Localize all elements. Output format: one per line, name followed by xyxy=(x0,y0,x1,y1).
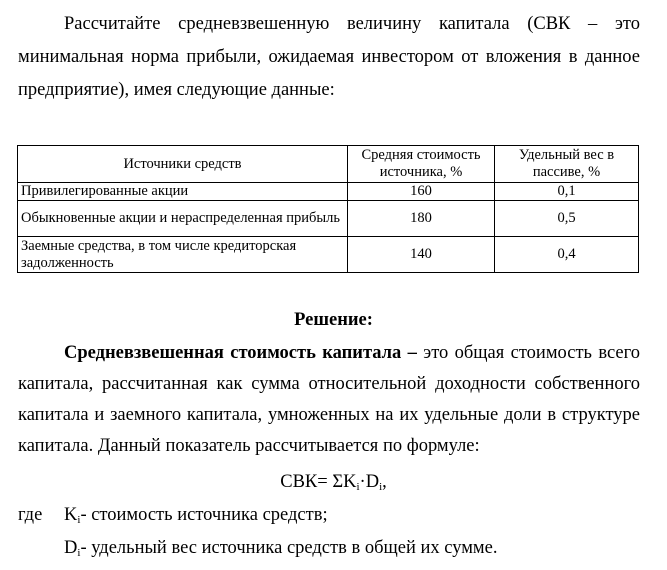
header-weight: Удельный вес в пассиве, % xyxy=(495,146,639,183)
cell-source: Обыкновенные акции и нераспределенная прибыль xyxy=(18,201,348,237)
capital-sources-table xyxy=(17,145,639,273)
table-header-row xyxy=(18,146,639,183)
solution-heading: Решение: xyxy=(294,310,373,330)
cell-weight: 0,4 xyxy=(495,237,639,273)
d-subscript: i xyxy=(77,547,81,559)
definition-paragraph xyxy=(18,338,640,462)
cell-cost: 140 xyxy=(348,237,495,273)
d-description: - удельный вес источника средств в общей их сумме. xyxy=(80,538,498,558)
where-word: где xyxy=(18,505,43,525)
k-description: - стоимость источника средств; xyxy=(80,505,328,525)
cell-source: Привилегированные акции xyxy=(18,183,348,201)
table-row xyxy=(18,183,639,201)
table-row xyxy=(18,237,639,273)
formula-subscript: i xyxy=(379,481,383,493)
d-symbol: D xyxy=(64,538,78,558)
header-sources: Источники средств xyxy=(18,146,348,183)
definition-term: Средневзвешенная стоимость капитала – xyxy=(64,343,417,363)
legend-k xyxy=(18,505,328,526)
table-row xyxy=(18,201,639,237)
task-paragraph: Рассчитайте средневзвешенную величину капитала (СВК – это минимальная норма прибыли, ожидаемая инвестором от вложения в данное предприятие), имея следующие данные: xyxy=(18,14,640,100)
cell-cost: 160 xyxy=(348,183,495,201)
k-subscript: i xyxy=(77,514,81,526)
header-avg-cost: Средняя стоимость источника, % xyxy=(348,146,495,183)
definition-text: это общая стоимость всего капитала, рассчитанная как сумма относительной доходности собственного капитала и заемного капитала, умноженных на их удельные доли в структуре капитала. Данный показатель рассчитывается по формуле: xyxy=(18,343,640,456)
formula-part: СВК= ΣK xyxy=(280,472,357,492)
legend-d xyxy=(64,538,497,559)
cell-weight: 0,1 xyxy=(495,183,639,201)
wacc-formula xyxy=(0,472,667,493)
formula-part: ·D xyxy=(359,472,380,492)
formula-subscript: i xyxy=(356,481,360,493)
cell-weight: 0,5 xyxy=(495,201,639,237)
k-symbol: K xyxy=(64,505,78,525)
formula-part: , xyxy=(382,472,387,492)
cell-source: Заемные средства, в том числе кредиторская задолженность xyxy=(18,237,348,273)
cell-cost: 180 xyxy=(348,201,495,237)
